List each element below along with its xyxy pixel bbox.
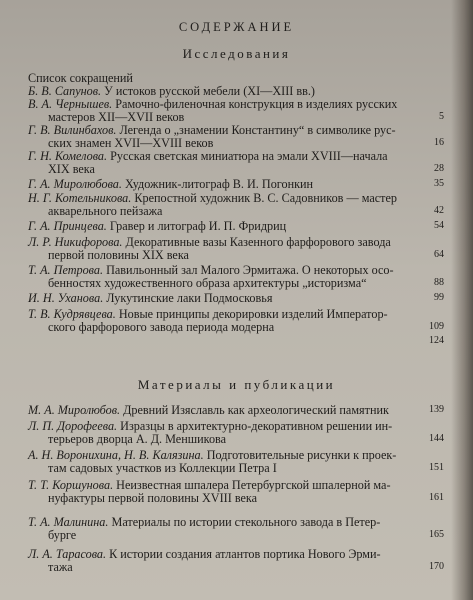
toc-entry [28, 177, 444, 191]
entry-author: Л. А. Тарасова. [28, 547, 107, 561]
page-number: 88 [434, 276, 444, 288]
entry-title: Крепостной художник В. С. Садовников — мастер [134, 191, 397, 205]
entry-title: Павильонный зал Малого Эрмитажа. О некоторых осо- [106, 263, 394, 277]
page-title: СОДЕРЖАНИЕ [178, 20, 295, 34]
entry-title-cont: ского фарфорового завода периода модерна [48, 319, 275, 334]
entry-author: Н. Г. Котельникова. [28, 191, 132, 205]
entry-title: К истории создания атлантов портика Нового Эрми- [109, 547, 381, 561]
toc-entry [28, 478, 444, 505]
entry-title: Рамочно-филеночная конструкция в изделиях русских [115, 97, 398, 111]
entry-title: У истоков русской мебели (XI—XIII вв.) [104, 84, 315, 98]
toc-entry [28, 85, 438, 98]
page-number: 99 [434, 292, 444, 303]
toc-entry [28, 515, 444, 542]
entry-title: Подготовительные рисунки к проек- [206, 448, 397, 462]
toc-entry [28, 191, 444, 218]
entry-author: Б. В. Сапунов. [28, 84, 102, 98]
entry-title-cont: там садовых участков из Коллекции Петра I [48, 460, 277, 475]
toc-entry [28, 219, 444, 233]
entry-author: М. А. Миролюбов. [28, 403, 121, 417]
page-number: 54 [434, 220, 444, 231]
entry-author: Т. А. Малинина. [28, 515, 109, 529]
entry-title-cont: нуфактуры первой половины XVIII века [48, 490, 258, 505]
toc-entry [28, 403, 444, 417]
entry-author: А. Н. Воронихина, Н. В. Калязина. [28, 448, 204, 462]
page-number: 139 [429, 404, 444, 415]
toc-entry [28, 149, 444, 176]
toc-entry [28, 448, 444, 475]
entry-author: Г. Н. Комелова. [28, 149, 108, 163]
page-number: 42 [434, 204, 444, 216]
entry-title: Новые принципы декорировки изделий Император- [118, 307, 388, 321]
toc-entry [28, 307, 444, 334]
entry-title: Материалы по истории стекольного завода в Петер- [111, 515, 381, 529]
toc-entry [28, 547, 444, 574]
page-number: 109 [429, 320, 444, 332]
entry-title-cont: первой половины XIX века [48, 247, 189, 262]
entry-title: Художник-литограф В. И. Погонкин [124, 177, 314, 191]
entry-author: Л. П. Дорофеева. [28, 419, 118, 433]
page-number: 151 [429, 461, 444, 473]
entry-title: Лукутинские лаки Подмосковья [106, 291, 273, 305]
entry-author: Г. А. Принцева. [28, 219, 107, 233]
page-number: 16 [434, 136, 444, 148]
entry-title-cont: бурге [48, 527, 77, 542]
page-number: 144 [429, 432, 444, 444]
page-number: 5 [439, 110, 444, 122]
toc-entry [28, 97, 444, 124]
section-heading-research: Исследования [182, 46, 291, 61]
toc-entry [28, 263, 444, 290]
entry-author: И. Н. Уханова. [28, 291, 104, 305]
page-number: 35 [434, 178, 444, 189]
entry-author: Г. А. Миролюбова. [28, 177, 122, 191]
page-number: 124 [429, 335, 444, 347]
entry-author: Г. В. Вилинбахов. [28, 123, 117, 137]
page-number: 161 [429, 491, 444, 503]
entry-author: Л. Р. Никифорова. [28, 235, 123, 249]
toc-entry [28, 235, 444, 262]
entry-title-cont: терьеров дворца А. Д. Меншикова [48, 431, 227, 446]
page-number: 28 [434, 162, 444, 174]
entry-title: Изразцы в архитектурно-декоративном решении ин- [120, 419, 393, 433]
entry-title: Декоративные вазы Казенного фарфорового завода [125, 235, 391, 249]
entry-title-cont: акварельного пейзажа [48, 203, 163, 218]
entry-title: Русская светская миниатюра на эмали XVIII—начала [110, 149, 388, 163]
section-heading-materials: Материалы и публикации [137, 377, 336, 392]
entry-title: Список сокращений [28, 71, 133, 85]
entry-author: Т. Т. Коршунова. [28, 478, 114, 492]
entry-title-cont: бенностях художественного образа архитектуры „историзма“ [48, 275, 367, 290]
entry-title-cont: ских знамен XVII—XVIII веков [48, 135, 214, 150]
entry-title-cont: XIX века [48, 161, 95, 176]
entry-title-cont: мастеров XII—XVII веков [48, 109, 185, 124]
toc-entry [28, 123, 444, 150]
page-number: 165 [429, 528, 444, 540]
entry-title: Гравер и литограф И. П. Фридриц [109, 219, 287, 233]
entry-title-cont: тажа [48, 559, 73, 574]
toc-entry [28, 419, 444, 446]
entry-title: Неизвестная шпалера Петербургской шпалерной ма- [116, 478, 391, 492]
entry-title: Древний Изяславль как археологический памятник [123, 403, 389, 417]
entry-title: Легенда о „знамении Константину“ в символике рус- [119, 123, 396, 137]
page-number: 64 [434, 248, 444, 260]
page-number: 170 [429, 560, 444, 572]
toc-entry [28, 72, 438, 85]
entry-author: Т. В. Кудрявцева. [28, 307, 116, 321]
entry-author: В. А. Чернышев. [28, 97, 113, 111]
entry-author: Т. А. Петрова. [28, 263, 104, 277]
toc-entry [28, 291, 444, 305]
